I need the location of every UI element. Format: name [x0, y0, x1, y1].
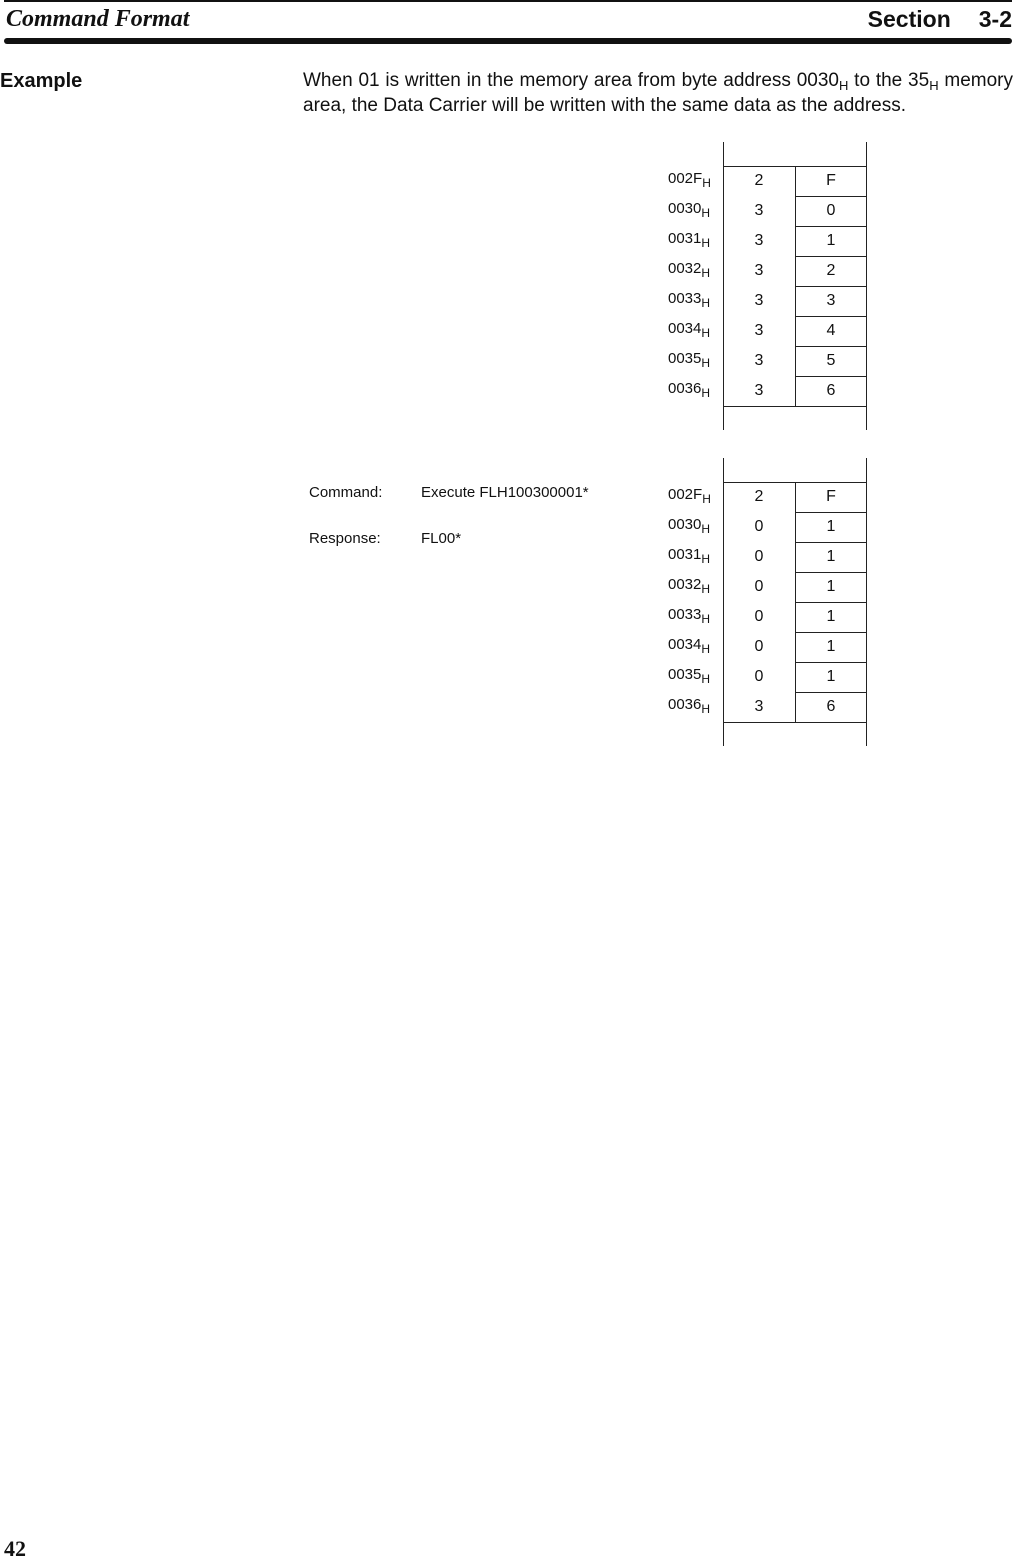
address-suffix: H: [702, 176, 711, 190]
address-suffix: H: [701, 236, 711, 250]
address-value: 0030: [668, 516, 702, 533]
command-label: Command:: [309, 484, 383, 501]
response-label: Response:: [309, 530, 381, 547]
address-suffix: H: [701, 356, 711, 370]
page-number: 42: [4, 1536, 26, 1561]
address-label: [668, 636, 711, 656]
memory-cell-high-nibble: 0: [754, 668, 764, 685]
memory-cell-high-nibble: 3: [754, 262, 764, 279]
address-suffix: H: [701, 266, 711, 280]
memory-cell-low-nibble: 1: [826, 638, 836, 655]
command-value: Execute FLH100300001*: [421, 484, 589, 501]
example-intro: [303, 68, 1013, 118]
address-value: 0034: [668, 636, 702, 653]
intro-subscript-2: H: [929, 78, 939, 93]
memory-cell-high-nibble: 3: [754, 698, 764, 715]
address-label: [668, 230, 711, 250]
address-value: 0031: [668, 230, 702, 247]
address-suffix: H: [701, 552, 711, 566]
address-value: 0035: [668, 350, 702, 367]
memory-cell-high-nibble: 2: [754, 488, 764, 505]
section-number: 3-2: [978, 6, 1012, 32]
address-label: [668, 696, 711, 716]
address-value: 0033: [668, 606, 702, 623]
address-label: [668, 576, 711, 596]
address-label: [668, 320, 711, 340]
address-suffix: H: [701, 206, 711, 220]
address-label: [668, 200, 711, 220]
memory-cell-high-nibble: 3: [754, 292, 764, 309]
memory-cell-low-nibble: 1: [826, 548, 836, 565]
memory-cell-low-nibble: 3: [826, 292, 836, 309]
address-suffix: H: [701, 612, 711, 626]
header-top-line: [4, 0, 1012, 2]
address-label: [668, 516, 711, 536]
memory-cell-low-nibble: 1: [826, 668, 836, 685]
header-section: [868, 6, 1012, 33]
address-value: 002F: [668, 170, 703, 187]
grid-horizontal-line: [723, 406, 867, 407]
memory-grid: [723, 458, 867, 746]
section-label: Section: [867, 6, 951, 32]
memory-cell-high-nibble: 0: [754, 548, 764, 565]
intro-subscript-1: H: [838, 78, 849, 93]
memory-cell-high-nibble: 3: [754, 382, 764, 399]
memory-cell-low-nibble: 5: [826, 352, 836, 369]
address-value: 0035: [668, 666, 702, 683]
memory-cell-high-nibble: 3: [754, 232, 764, 249]
address-value: 0034: [668, 320, 702, 337]
address-label: [668, 380, 711, 400]
memory-cell-high-nibble: 0: [754, 518, 764, 535]
memory-cell-high-nibble: 0: [754, 608, 764, 625]
address-value: 0032: [668, 576, 702, 593]
page-header: [4, 4, 1012, 34]
response-value: FL00*: [421, 530, 462, 547]
grid-horizontal-line: [723, 722, 867, 723]
address-suffix: H: [702, 492, 711, 506]
address-value: 0030: [668, 200, 702, 217]
memory-cell-low-nibble: 6: [826, 698, 836, 715]
memory-cell-low-nibble: 1: [826, 232, 836, 249]
memory-cell-low-nibble: F: [826, 488, 836, 505]
memory-cell-low-nibble: 1: [826, 608, 836, 625]
memory-cell-high-nibble: 2: [754, 172, 764, 189]
memory-cell-low-nibble: F: [826, 172, 836, 189]
address-suffix: H: [701, 582, 711, 596]
address-suffix: H: [701, 672, 711, 686]
address-label: [668, 486, 711, 506]
address-label: [668, 290, 711, 310]
address-label: [668, 170, 711, 190]
address-value: 0036: [668, 696, 702, 713]
intro-text-1: When 01 is written in the memory area from byte address 0030: [303, 70, 839, 91]
memory-cell-low-nibble: 0: [826, 202, 836, 219]
address-label: [668, 666, 711, 686]
memory-cell-high-nibble: 3: [754, 352, 764, 369]
address-value: 0033: [668, 290, 702, 307]
address-label: [668, 350, 711, 370]
memory-cell-low-nibble: 1: [826, 518, 836, 535]
memory-cell-low-nibble: 4: [826, 322, 836, 339]
address-value: 0031: [668, 546, 702, 563]
memory-cell-high-nibble: 3: [754, 202, 764, 219]
memory-cell-high-nibble: 3: [754, 322, 764, 339]
memory-cell-low-nibble: 1: [826, 578, 836, 595]
memory-grid: [723, 142, 867, 430]
header-title: Command Format: [6, 6, 190, 32]
address-value: 002F: [668, 486, 703, 503]
address-suffix: H: [701, 522, 711, 536]
address-suffix: H: [701, 386, 711, 400]
address-suffix: H: [701, 642, 711, 656]
memory-cell-high-nibble: 0: [754, 578, 764, 595]
address-suffix: H: [701, 702, 711, 716]
memory-cell-high-nibble: 0: [754, 638, 764, 655]
address-label: [668, 260, 711, 280]
address-value: 0036: [668, 380, 702, 397]
intro-text-2: to the 35: [848, 70, 930, 91]
example-heading: Example: [0, 70, 83, 92]
address-suffix: H: [701, 296, 711, 310]
memory-cell-low-nibble: 2: [826, 262, 836, 279]
address-label: [668, 606, 711, 626]
memory-cell-low-nibble: 6: [826, 382, 836, 399]
address-value: 0032: [668, 260, 702, 277]
address-suffix: H: [701, 326, 711, 340]
header-rule: [4, 38, 1012, 44]
intro-text-3: memory area, the Data Carrier will be written with the same data as the address.: [303, 70, 1014, 116]
address-label: [668, 546, 711, 566]
